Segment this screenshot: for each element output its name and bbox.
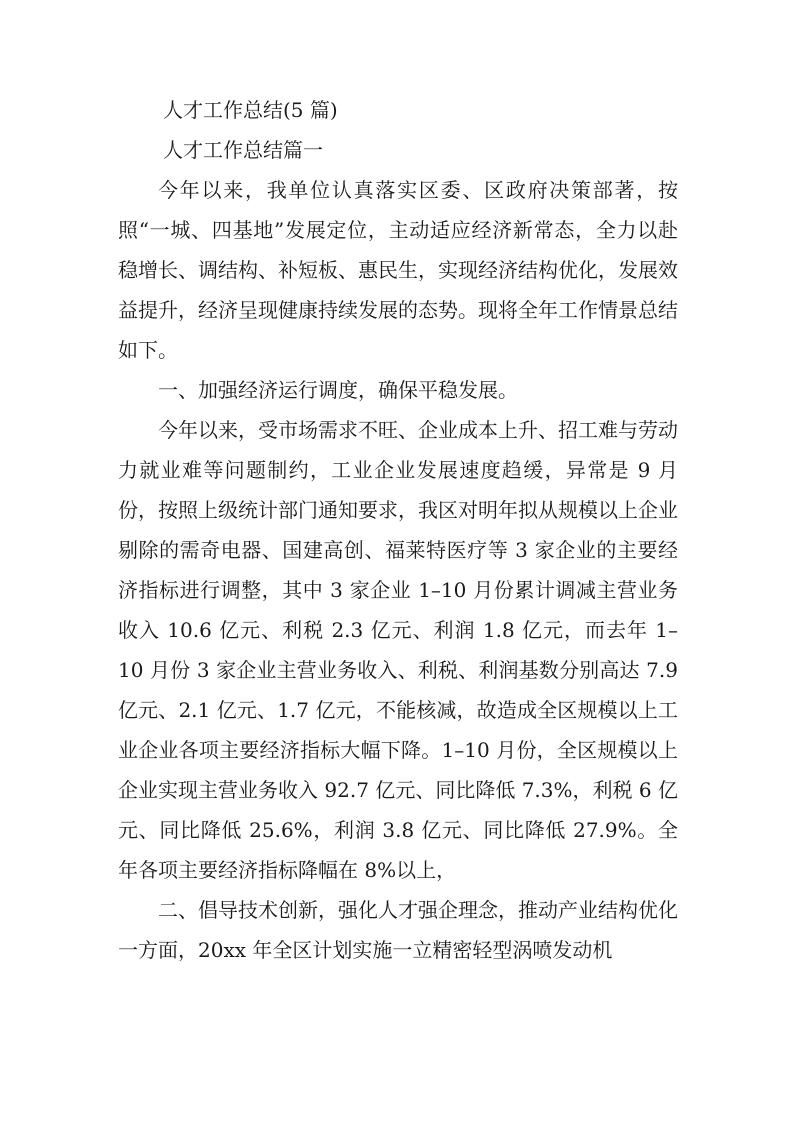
- section-heading-2: 二、倡导技术创新，强化人才强企理念，推动产业结构优化一方面，20xx 年全区计划实施一立精密轻型涡喷发动机: [118, 898, 678, 962]
- document-subtitle: 人才工作总结篇一: [163, 138, 323, 162]
- document-body: [118, 90, 678, 970]
- paragraph-economy: 今年以来，受市场需求不旺、企业成本上升、招工难与劳动力就业难等问题制约，工业企业发展速度趋缓，异常是 9 月份，按照上级统计部门通知要求，我区对明年拟从规模以上企业剔除的需奇电器、国建高创、福莱特医疗等 3 家企业的主要经济指标进行调整，其中 3 家企业 1–10 月份累计调减主营业务收入 10.6 亿元、利税 2.3 亿元、利润 1.8 亿元，而去年 1–10 月份 3 家企业主营业务收入、利税、利润基数分别高达 7.9 亿元、2.1 亿元、1.7 亿元，不能核减，故造成全区规模以上工业企业各项主要经济指标大幅下降。1–10 月份，全区规模以上企业实现主营业务收入 92.7 亿元、同比降低 7.3%，利税 6 亿元、同比降低 25.6%，利润 3.8 亿元、同比降低 27.9%。全年各项主要经济指标降幅在 8%以上，: [118, 418, 678, 882]
- section-heading-1: 一、加强经济运行调度，确保平稳发展。: [158, 378, 518, 402]
- document-title: 人才工作总结(5 篇): [163, 98, 338, 122]
- paragraph-intro: 今年以来，我单位认真落实区委、区政府决策部著，按照“一城、四基地”发展定位，主动适应经济新常态，全力以赴稳增长、调结构、补短板、惠民生，实现经济结构优化，发展效益提升，经济呈现健康持续发展的态势。现将全年工作情景总结如下。: [118, 178, 678, 362]
